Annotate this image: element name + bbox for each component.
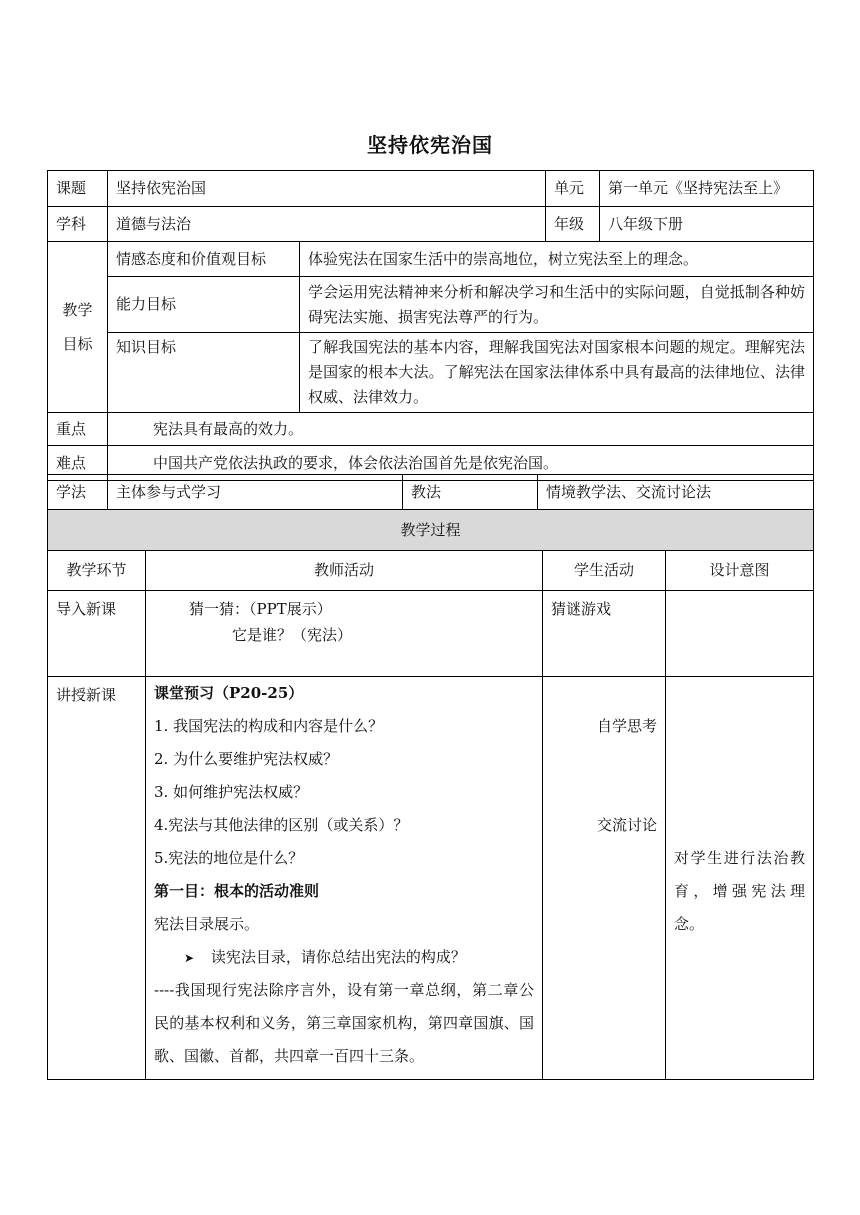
column-stage: 教学环节	[48, 551, 146, 591]
page-title: 坚持依宪治国	[367, 133, 493, 157]
column-design: 设计意图	[666, 551, 814, 591]
student-self-study: 自学思考	[596, 717, 657, 735]
teach-method-value: 情境教学法、交流讨论法	[538, 475, 814, 510]
catalog-display: 宪法目录展示。	[154, 915, 260, 933]
catalog-answer: ----我国现行宪法除序言外，设有第一章总纲，第二章公民的基本权利和义务，第三章国家机构，第四章国旗、国歌、国徽、首都，共四章一百四十三条。	[154, 981, 534, 1065]
grade-label: 年级	[546, 207, 600, 242]
preview-question-5: 5.宪法的地位是什么？	[154, 849, 304, 867]
unit-value: 第一单元《坚持宪法至上》	[600, 171, 814, 207]
student-discussion: 交流讨论	[596, 816, 657, 834]
goal-text-emotion: 体验宪法在国家生活中的崇高地位，树立宪法至上的理念。	[300, 242, 814, 277]
process-header: 教学过程	[48, 510, 814, 551]
column-student: 学生活动	[543, 551, 666, 591]
intro-stage: 导入新课	[48, 591, 146, 677]
subject-label: 学科	[48, 207, 108, 242]
topic-label: 课题	[48, 171, 108, 207]
key-point-label: 重点	[48, 413, 108, 446]
preview-heading: 课堂预习（P20-25）	[154, 684, 304, 702]
key-point-text: 宪法具有最高的效力。	[108, 413, 814, 446]
difficulty-text: 中国共产党依法执政的要求，体会依法治国首先是依宪治国。	[108, 446, 814, 481]
preview-question-1: 1. 我国宪法的构成和内容是什么？	[154, 717, 384, 735]
section-heading: 第一目：根本的活动准则	[154, 882, 320, 900]
intro-teacher-line2: 它是谁？（宪法）	[232, 626, 353, 644]
preview-question-4: 4.宪法与其他法律的区别（或关系）？	[154, 816, 409, 834]
difficulty-label: 难点	[48, 446, 108, 481]
goal-name-knowledge: 知识目标	[108, 333, 300, 413]
teaching-process-table	[47, 509, 814, 1080]
teach-method-label: 教法	[403, 475, 538, 510]
subject-value: 道德与法治	[108, 207, 546, 242]
unit-label: 单元	[546, 171, 600, 207]
lecture-stage: 讲授新课	[48, 677, 146, 1080]
catalog-question: 读宪法目录，请你总结出宪法的构成？	[210, 948, 466, 966]
goals-label: 教学目标	[48, 242, 108, 413]
arrow-bullet-icon: ➤	[184, 951, 195, 965]
intro-teacher-line1: 猜一猜：（PPT展示）	[189, 600, 332, 618]
study-method-value: 主体参与式学习	[108, 475, 403, 510]
lesson-info-table	[47, 170, 814, 481]
preview-question-2: 2. 为什么要维护宪法权威？	[154, 750, 339, 768]
goal-name-ability: 能力目标	[108, 277, 300, 333]
lecture-design: 对学生进行法治教育，增强宪法理念。	[666, 677, 814, 1080]
goal-text-knowledge: 了解我国宪法的基本内容，理解我国宪法对国家根本问题的规定。理解宪法是国家的根本大法。了解宪法在国家法律体系中具有最高的法律地位、法律权威、法律效力。	[300, 333, 814, 413]
preview-question-3: 3. 如何维护宪法权威？	[154, 783, 309, 801]
grade-value: 八年级下册	[600, 207, 814, 242]
intro-student: 猜谜游戏	[543, 591, 666, 677]
column-teacher: 教师活动	[146, 551, 543, 591]
goal-name-emotion: 情感态度和价值观目标	[108, 242, 300, 277]
study-method-label: 学法	[48, 475, 108, 510]
topic-value: 坚持依宪治国	[108, 171, 546, 207]
goal-text-ability: 学会运用宪法精神来分析和解决学习和生活中的实际问题，自觉抵制各种妨碍宪法实施、损害宪法尊严的行为。	[300, 277, 814, 333]
methods-table	[47, 474, 814, 510]
intro-design	[666, 591, 814, 677]
